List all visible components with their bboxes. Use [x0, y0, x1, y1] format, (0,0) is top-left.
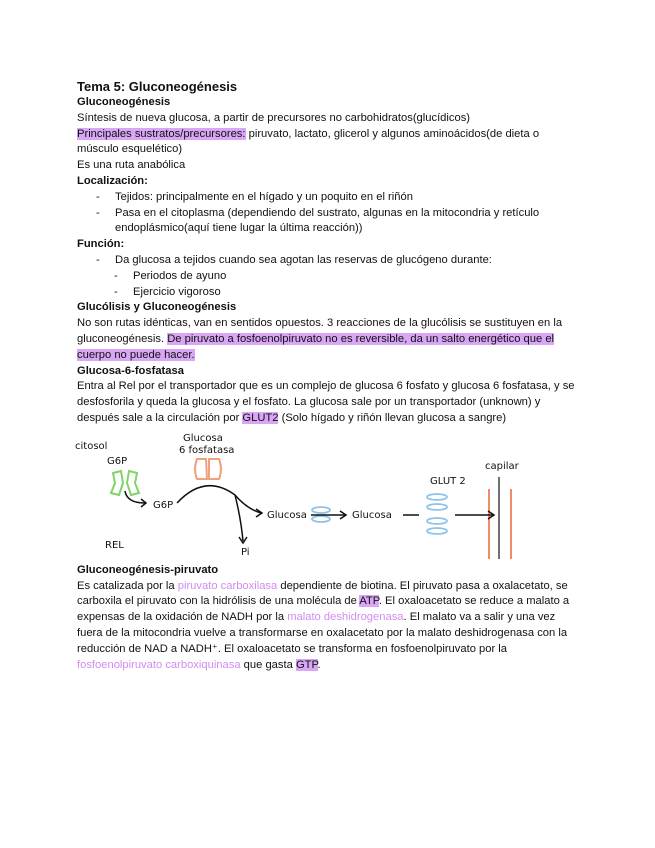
piruvato-text: que gasta [240, 658, 296, 671]
arrow-to-g6p [125, 491, 145, 503]
enzyme-label-line2: 6 fosfatasa [179, 444, 235, 456]
enzyme-pepck: fosfoenolpiruvato carboxiquinasa [77, 658, 241, 671]
section-heading-localizacion: Localización: [77, 174, 148, 187]
arrow-to-glucosa [177, 485, 261, 512]
g6f-text-1: Entra al Rel por el transportador que es un complejo de glucosa 6 fosfato y glucosa 6 fosfatasa, y se desfosforila y queda la glucosa y el fosfato. La glucosa sale por un transportador (unknown) y después sale a la circulación por [77, 380, 575, 424]
page-title: Tema 5: Gluconeogénesis [77, 79, 238, 94]
glut2-transporter-icon [427, 494, 447, 534]
anabolica-text: Es una ruta anabólica [77, 159, 186, 172]
sustratos-highlight: Principales sustratos/precursores: [77, 127, 246, 140]
sub-list-item: - Ejercicio vigoroso [114, 285, 577, 301]
piruvato-text: . [317, 658, 321, 671]
piruvato-text: dependiente de biotina. El piruvato pasa a oxalacetato, se carboxila el piruvato con la hidrólisis de una molécula de [77, 579, 568, 608]
section-heading-funcion: Función: [77, 238, 125, 251]
glucolisis-paragraph [77, 316, 577, 363]
definition-text: Síntesis de nueva glucosa, a partir de precursores no carbohidratos(glucídicos) [77, 111, 471, 124]
section-heading-glucolisis: Glucólisis y Gluconeogénesis [77, 301, 237, 314]
capilar-label: capilar [485, 460, 519, 472]
piruvato-paragraph [77, 579, 577, 674]
enzyme-piruvato-carboxilasa: piruvato carboxilasa [177, 579, 278, 592]
rel-label: REL [105, 539, 124, 551]
localizacion-list [77, 190, 577, 237]
list-item: - Tejidos: principalmente en el hígado y un poquito en el riñón [96, 190, 577, 206]
enzyme-malato-deshidrogenasa: malato deshidrogenasa [287, 611, 404, 624]
sustratos-paragraph [77, 127, 577, 159]
g6p-mid-label: G6P [153, 499, 174, 511]
glucosa-label-1: Glucosa [267, 509, 307, 521]
glut2-label: GLUT 2 [430, 475, 466, 487]
list-item: - Da glucosa a tejidos cuando sea agotan las reservas de glucógeno durante: [96, 253, 577, 269]
diagram-svg [75, 429, 579, 559]
atp-highlight: ATP [359, 595, 379, 608]
funcion-list [77, 253, 577, 269]
glucosa-6-fosfatasa-icon [195, 459, 221, 479]
document-page [77, 78, 577, 673]
enzyme-label-line1: Glucosa [183, 432, 223, 444]
glucosa-label-2: Glucosa [352, 509, 392, 521]
glucolisis-text: No son rutas idénticas, van en sentidos opuestos. 3 reacciones de la glucólisis se sustituyen en la gluconeogénesis. [77, 317, 563, 345]
glucolisis-highlight: De piruvato a fosfoenolpiruvato no es reversible, da un salto energético que el cuerpo no puede hacer. [77, 332, 555, 361]
section-heading-piruvato: Gluconeogénesis-piruvato [77, 563, 219, 576]
g6f-paragraph [77, 379, 577, 426]
funcion-sublist [77, 269, 577, 301]
piruvato-text: . El malato va a salir y una vez fuera de la mitocondria vuelve a transformarse en oxalacetato por la malato deshidrogenasa con la reducción de NAD a NADH⁺. El oxaloacetato se transforma en fosfoenolpiruvato por la [77, 611, 568, 655]
section-heading-g6f: Glucosa-6-fosfatasa [77, 364, 184, 377]
list-item: - Pasa en el citoplasma (dependiendo del sustrato, algunas en la mitocondria y retículo endoplásmico(aquí tiene lugar la última reacción)) [96, 206, 577, 238]
sustratos-text: piruvato, lactato, glicerol y algunos aminoácidos(de dieta o músculo esquelético) [77, 127, 540, 156]
handwritten-diagram [77, 429, 577, 559]
glut2-highlight: GLUT2 [242, 411, 279, 424]
piruvato-text: Es catalizada por la [77, 579, 178, 592]
gtp-highlight: GTP [295, 658, 318, 671]
piruvato-text: . El oxaloacetato se reduce a malato a expensas de la oxidación de NADH por la [77, 595, 570, 624]
section-heading-gluconeogenesis: Gluconeogénesis [77, 96, 171, 108]
g6p-top-label: G6P [107, 455, 128, 467]
g6f-text-2: (Solo hígado y riñón llevan glucosa a sangre) [278, 411, 507, 424]
citosol-label: citosol [75, 440, 108, 452]
pi-label: Pi [241, 546, 250, 558]
sub-list-item: - Periodos de ayuno [114, 269, 577, 285]
